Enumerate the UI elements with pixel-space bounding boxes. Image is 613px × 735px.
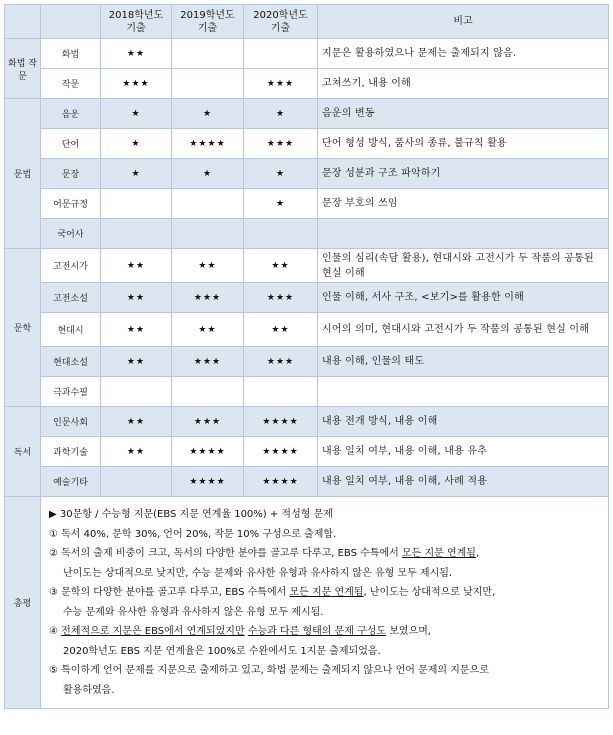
exam-analysis-table [4,4,609,709]
rating-2018: ★ [101,99,172,129]
category-speech-writing: 화법 작문 [5,39,41,99]
header-blank [41,5,101,39]
rating-2018: ★★★ [101,69,172,99]
note-cell [318,377,609,407]
rating-2019: ★ [172,159,244,189]
rating-2018: ★★ [101,283,172,313]
rating-2019 [172,219,244,249]
rating-2020: ★ [244,99,318,129]
summary-line: ④ 전체적으로 지문은 EBS에서 연계되었지만 수능과 다른 형태의 문제 구성도 보였으며, [49,626,432,637]
summary-row [5,497,609,709]
rating-2018: ★★ [101,313,172,347]
rating-2020: ★★★ [244,129,318,159]
table-row [5,99,609,129]
rating-2019 [172,189,244,219]
table-row [5,347,609,377]
subcategory-cell: 인문사회 [41,407,101,437]
header-blank [5,5,41,39]
rating-2020: ★★★ [244,347,318,377]
rating-2018 [101,467,172,497]
rating-2018 [101,377,172,407]
rating-2019: ★★★ [172,283,244,313]
table-row [5,189,609,219]
rating-2020: ★★★★ [244,407,318,437]
table-row [5,129,609,159]
rating-2020 [244,39,318,69]
rating-2020: ★★★★ [244,467,318,497]
rating-2018: ★★ [101,437,172,467]
rating-2019: ★★★★ [172,129,244,159]
table-row [5,467,609,497]
note-cell: 음운의 변동 [318,99,609,129]
note-cell: 고쳐쓰기, 내용 이해 [318,69,609,99]
rating-2019: ★★★★ [172,437,244,467]
rating-2019: ★★★ [172,407,244,437]
subcategory-cell: 국어사 [41,219,101,249]
subcategory-cell: 화법 [41,39,101,69]
header-2019: 2019학년도 기출 [172,5,244,39]
note-cell: 내용 일치 여부, 내용 이해, 내용 유추 [318,437,609,467]
summary-line: 난이도는 상대적으로 낮지만, 수능 문제와 유사한 유형과 유사하지 않은 유형 모두 제시됨. [63,567,453,579]
rating-2018: ★★ [101,39,172,69]
note-cell: 인물의 심리(속담 활용), 현대시와 고전시가 두 작품의 공통된 현실 이해 [318,249,609,283]
note-cell: 단어 형성 방식, 품사의 종류, 불규칙 활용 [318,129,609,159]
rating-2018: ★★ [101,347,172,377]
category-reading: 독서 [5,407,41,497]
subcategory-cell: 고전소설 [41,283,101,313]
rating-2020: ★★ [244,313,318,347]
note-cell: 내용 이해, 인물의 태도 [318,347,609,377]
note-cell: 시어의 의미, 현대시와 고전시가 두 작품의 공통된 현실 이해 [318,313,609,347]
note-cell [318,219,609,249]
subcategory-cell: 현대시 [41,313,101,347]
table-row [5,437,609,467]
rating-2018: ★★ [101,407,172,437]
rating-2020: ★★★ [244,69,318,99]
summary-line: 활용하였음. [63,684,115,696]
summary-line: 수능 문제와 유사한 유형과 유사하지 않은 유형 모두 제시됨. [63,606,324,618]
rating-2020: ★ [244,189,318,219]
table-row [5,39,609,69]
subcategory-cell: 예술기타 [41,467,101,497]
subcategory-cell: 문장 [41,159,101,189]
rating-2018: ★ [101,129,172,159]
rating-2019: ★ [172,99,244,129]
subcategory-cell: 어문규정 [41,189,101,219]
rating-2019 [172,377,244,407]
rating-2019: ★★ [172,249,244,283]
summary-line: ③ 문학의 다양한 분야를 골고루 다루고, EBS 수특에서 모든 지문 연계됨, 난이도는 상대적으로 낮지만, [49,587,496,598]
table-row [5,283,609,313]
summary-label: 총평 [5,497,41,709]
header-2020: 2020학년도 기출 [244,5,318,39]
summary-line: ② 독서의 출제 비중이 크고, 독서의 다양한 분야를 골고루 다루고, EBS 수특에서 모든 지문 연계됨, [49,548,480,559]
rating-2019: ★★ [172,313,244,347]
table-row [5,407,609,437]
table-row [5,159,609,189]
rating-2018 [101,219,172,249]
rating-2020: ★★ [244,249,318,283]
subcategory-cell: 현대소설 [41,347,101,377]
rating-2020: ★★★ [244,283,318,313]
note-cell: 지문은 활용하였으나 문제는 출제되지 않음. [318,39,609,69]
subcategory-cell: 작문 [41,69,101,99]
note-cell: 문장 성분과 구조 파악하기 [318,159,609,189]
rating-2019: ★★★★ [172,467,244,497]
header-note: 비고 [318,5,609,39]
summary-text [41,497,609,709]
note-cell: 인물 이해, 서사 구조, <보기>를 활용한 이해 [318,283,609,313]
header-2018: 2018학년도 기출 [101,5,172,39]
subcategory-cell: 과학기술 [41,437,101,467]
category-literature: 문학 [5,249,41,407]
table-row [5,69,609,99]
subcategory-cell: 단어 [41,129,101,159]
rating-2020: ★★★★ [244,437,318,467]
table-row [5,219,609,249]
rating-2020 [244,377,318,407]
table-row [5,377,609,407]
rating-2019 [172,69,244,99]
rating-2019: ★★★ [172,347,244,377]
table-row [5,249,609,283]
summary-line: ⑤ 특이하게 언어 문제를 지문으로 출제하고 있고, 화법 문제는 출제되지 않으나 언어 문제의 지문으로 [49,665,489,676]
category-grammar: 문법 [5,99,41,249]
rating-2018 [101,189,172,219]
header-row [5,5,609,39]
rating-2018: ★ [101,159,172,189]
rating-2020 [244,219,318,249]
summary-line: ▶ 30문항 / 수능형 지문(EBS 지문 연계율 100%) + 적성형 문제 [49,509,333,520]
subcategory-cell: 극과수필 [41,377,101,407]
note-cell: 내용 일치 여부, 내용 이해, 사례 적용 [318,467,609,497]
note-cell: 내용 전개 방식, 내용 이해 [318,407,609,437]
note-cell: 문장 부호의 쓰임 [318,189,609,219]
subcategory-cell: 음운 [41,99,101,129]
rating-2018: ★★ [101,249,172,283]
summary-line: 2020학년도 EBS 지문 연계율은 100%로 수완에서도 1지문 출제되었음. [63,645,381,657]
table-row [5,313,609,347]
rating-2019 [172,39,244,69]
summary-line: ① 독서 40%, 문학 30%, 언어 20%, 작문 10% 구성으로 출제함. [49,528,337,540]
rating-2020: ★ [244,159,318,189]
subcategory-cell: 고전시가 [41,249,101,283]
